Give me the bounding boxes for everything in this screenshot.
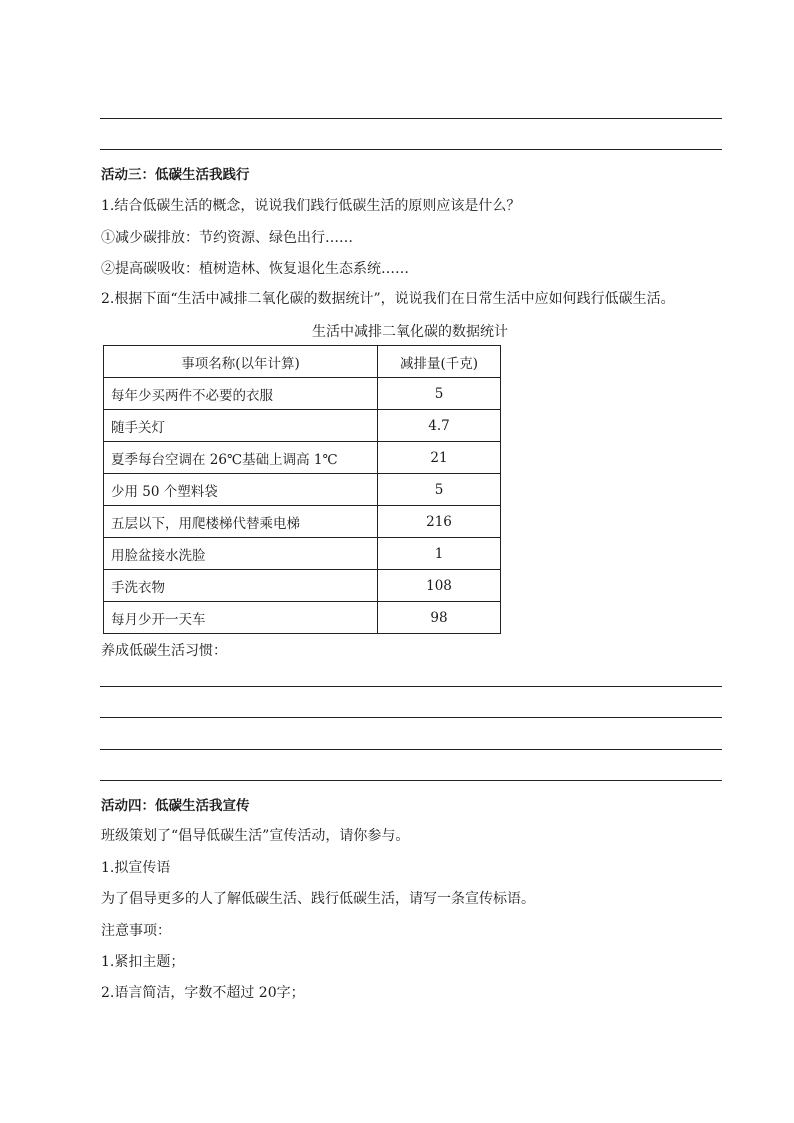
answer-line — [100, 149, 722, 150]
column-header-item: 事项名称(以年计算) — [104, 346, 378, 378]
row-item: 用脸盆接水洗脸 — [104, 538, 378, 570]
row-amount: 108 — [378, 570, 501, 602]
row-item: 五层以下，用爬楼梯代替乘电梯 — [104, 506, 378, 538]
answer-point-2: ②提高碳吸收：植树造林、恢复退化生态系统…… — [101, 261, 409, 277]
answer-line — [100, 686, 722, 687]
row-item: 夏季每台空调在 26℃基础上调高 1℃ — [104, 442, 378, 474]
table-row — [104, 442, 501, 474]
activity4-intro: 班级策划了“倡导低碳生活”宣传活动，请你参与。 — [101, 828, 410, 844]
row-amount: 98 — [378, 602, 501, 634]
habit-label: 养成低碳生活习惯： — [101, 643, 227, 659]
row-item: 少用 50 个塑料袋 — [104, 474, 378, 506]
answer-line — [100, 780, 722, 781]
table-row — [104, 538, 501, 570]
table-row — [104, 506, 501, 538]
activity4-title: 活动四：低碳生活我宣传 — [101, 798, 250, 814]
row-amount: 1 — [378, 538, 501, 570]
table-row — [104, 570, 501, 602]
table-row — [104, 474, 501, 506]
table-row — [104, 410, 501, 442]
activity3-title: 活动三：低碳生活我践行 — [101, 167, 250, 183]
table-row — [104, 378, 501, 410]
row-item: 随手关灯 — [104, 410, 378, 442]
answer-line — [100, 717, 722, 718]
table-row — [104, 602, 501, 634]
row-amount: 5 — [378, 378, 501, 410]
question-1: 1.结合低碳生活的概念，说说我们践行低碳生活的原则应该是什么？ — [101, 198, 521, 214]
note-2: 2.语言简洁，字数不超过 20字； — [101, 985, 305, 1001]
answer-line — [100, 749, 722, 750]
row-item: 每月少开一天车 — [104, 602, 378, 634]
co2-reduction-table — [103, 345, 501, 634]
activity4-task: 为了倡导更多的人了解低碳生活、践行低碳生活，请写一条宣传标语。 — [101, 891, 535, 907]
answer-line — [100, 118, 722, 119]
answer-point-1: ①减少碳排放：节约资源、绿色出行…… — [101, 230, 353, 246]
row-amount: 5 — [378, 474, 501, 506]
activity4-item-1: 1.拟宣传语 — [101, 860, 171, 876]
row-amount: 21 — [378, 442, 501, 474]
row-item: 手洗衣物 — [104, 570, 378, 602]
table-caption: 生活中减排二氧化碳的数据统计 — [312, 324, 508, 340]
question-2: 2.根据下面“生活中减排二氧化碳的数据统计”，说说我们在日常生活中应如何践行低碳生活。 — [101, 291, 675, 307]
table-header-row — [104, 346, 501, 378]
column-header-amount: 减排量(千克) — [378, 346, 501, 378]
row-amount: 4.7 — [378, 410, 501, 442]
row-amount: 216 — [378, 506, 501, 538]
notes-label: 注意事项： — [101, 923, 171, 939]
row-item: 每年少买两件不必要的衣服 — [104, 378, 378, 410]
note-1: 1.紧扣主题； — [101, 954, 185, 970]
